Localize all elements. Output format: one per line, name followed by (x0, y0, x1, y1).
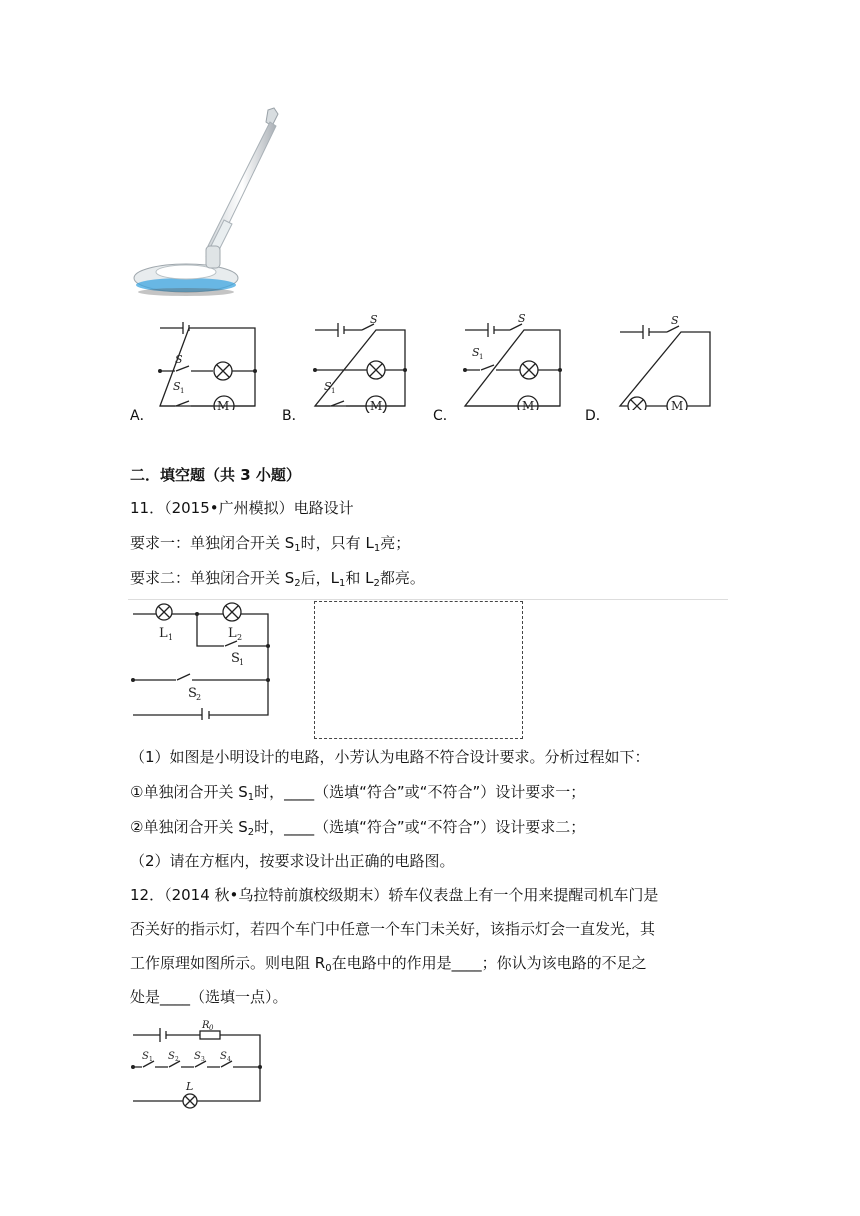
switch-s2-label-q12: S (168, 1051, 175, 1062)
switch-s2-sub: 2 (196, 693, 202, 702)
lamp-l-label-q12: L (186, 1080, 194, 1093)
step1-sub: 1 (247, 792, 255, 803)
lamp-l2-label: L (228, 626, 237, 641)
q11-topic: 电路设计 (293, 499, 354, 517)
lamp-l1-label: L (159, 626, 168, 641)
option-c-label: C． (433, 408, 457, 424)
switch-s1-sub: 1 (239, 658, 245, 667)
switch-s-label-d: S (671, 314, 679, 327)
q12-line-4: 处是____（选填一点）。 (130, 988, 288, 1006)
lamp-l1-sub: 1 (168, 633, 174, 642)
req2-text-d: 都亮。 (379, 569, 425, 587)
switch-s-label-a: S (175, 353, 183, 366)
q11-step-1 (130, 781, 585, 803)
switch-s-label-b: S (370, 313, 378, 326)
switch-s1-label-q12: S (142, 1051, 149, 1062)
circuit-diagram-d (615, 310, 715, 410)
q12-line3-text-a: 工作原理如图所示。则电阻 R (130, 954, 326, 972)
q11-requirement-2 (130, 567, 425, 589)
section-title: 二．填空题（共 3 小题） (130, 466, 301, 484)
option-b-label: B． (282, 408, 306, 424)
req2-sub-l2: 2 (373, 578, 380, 589)
lamp-l2-sub: 2 (237, 633, 243, 642)
q11-heading (130, 497, 354, 519)
q11-source: （2015•广州模拟） (164, 499, 294, 517)
q11-step-2 (130, 816, 585, 838)
q11-requirement-1 (130, 532, 410, 554)
switch-s1-label: S (231, 651, 240, 666)
answer-drawing-box[interactable] (314, 601, 523, 739)
q11-part-1: （1）如图是小明设计的电路，小芳认为电路不符合设计要求。分析过程如下： (130, 748, 650, 766)
switch-s1-sub-q12: 1 (149, 1056, 153, 1063)
switch-s1-label-c: S (472, 346, 480, 359)
circuit-diagram-a (155, 320, 265, 410)
req1-text-b: 时，只有 L (300, 534, 374, 552)
q11-circuit-diagram (128, 600, 278, 720)
req1-sub-s1: 1 (294, 543, 301, 554)
option-d-label: D． (585, 408, 610, 424)
switch-s1-sub-b: 1 (331, 387, 336, 395)
q12-line3-text-b: 在电路中的作用是____；你认为该电路的不足之 (331, 954, 647, 972)
q12-line3-sub: 0 (325, 963, 332, 974)
resistor-r0-sub: 0 (209, 1024, 214, 1032)
q12-line-1: 12．（2014 秋•乌拉特前旗校级期末）轿车仪表盘上有一个用来提醒司机车门是 (130, 886, 659, 904)
req1-text-c: 亮； (380, 534, 411, 552)
switch-s1-label-b: S (324, 380, 332, 393)
q12-line-2: 否关好的指示灯，若四个车门中任意一个车门未关好，该指示灯会一直发光，其 (130, 920, 656, 938)
req1-sub-l1: 1 (373, 543, 381, 554)
motor-label-c: M (522, 399, 535, 410)
step1-text-b: 时，____（选填“符合”或“不符合”）设计要求一； (254, 783, 586, 801)
switch-s2-label: S (188, 686, 197, 701)
step2-text-a: ②单独闭合开关 S (130, 818, 248, 836)
q12-line-3 (130, 952, 647, 974)
switch-s1-label-a: S (173, 380, 181, 393)
q12-circuit-diagram (128, 1015, 268, 1110)
q11-part-2: （2）请在方框内，按要求设计出正确的电路图。 (130, 852, 455, 870)
switch-s1-sub-c: 1 (479, 353, 484, 361)
switch-s2-sub-q12: 2 (175, 1056, 179, 1063)
switch-s1-sub-a: 1 (180, 387, 185, 395)
switch-s4-sub-q12: 4 (227, 1056, 231, 1063)
electric-mop-image (128, 100, 288, 300)
req2-sub-s2: 2 (294, 578, 301, 589)
switch-s3-sub-q12: 3 (201, 1056, 205, 1063)
switch-s4-label-q12: S (220, 1051, 227, 1062)
switch-s-label-c: S (518, 312, 526, 325)
req2-sub-l1: 1 (339, 578, 346, 589)
motor-label-b: M (370, 399, 383, 413)
req2-text-c: 和 L (345, 569, 374, 587)
switch-s3-label-q12: S (194, 1051, 201, 1062)
motor-label-d: M (671, 399, 684, 410)
resistor-r0-label: R (202, 1020, 210, 1031)
step2-sub: 2 (247, 827, 255, 838)
req1-text-a: 要求一：单独闭合开关 S (130, 534, 295, 552)
circuit-diagram-b (310, 313, 410, 413)
step2-text-b: 时，____（选填“符合”或“不符合”）设计要求二； (254, 818, 586, 836)
req2-text-a: 要求二：单独闭合开关 S (130, 569, 295, 587)
circuit-diagram-c (460, 310, 570, 410)
step1-text-a: ①单独闭合开关 S (130, 783, 248, 801)
option-a-label: A． (130, 408, 154, 424)
q11-number: 11． (130, 499, 165, 517)
req2-text-b: 后，L (300, 569, 340, 587)
motor-label-a: M (217, 399, 230, 410)
